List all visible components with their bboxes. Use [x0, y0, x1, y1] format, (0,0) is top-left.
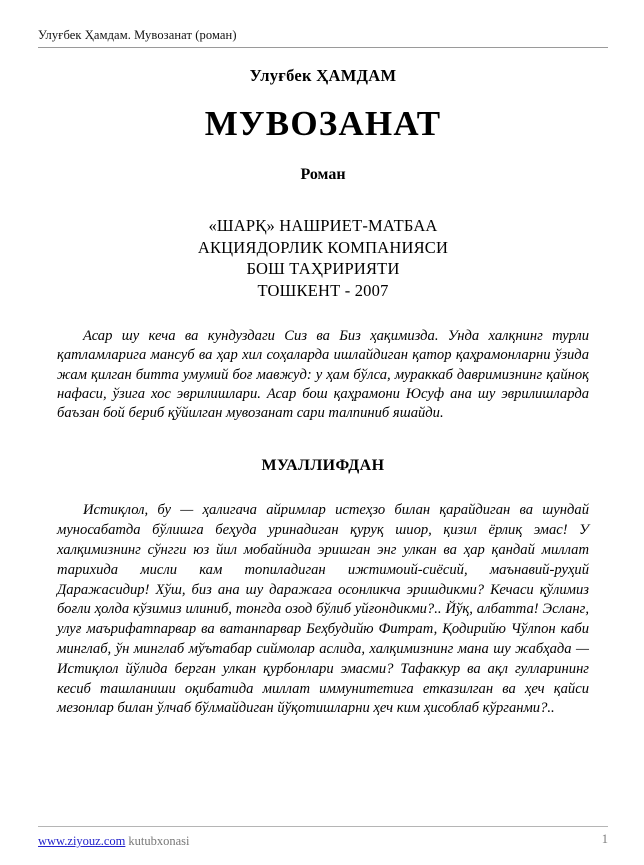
genre-label: Роман — [300, 166, 346, 183]
running-head: Улуғбек Ҳамдам. Мувозанат (роман) — [38, 28, 237, 42]
publisher-block — [57, 215, 589, 301]
page-footer — [38, 826, 608, 850]
author-name: Улуғбек ҲАМДАМ — [249, 66, 397, 85]
publisher-line-2: АКЦИЯДОРЛИК КОМПАНИЯСИ — [197, 237, 449, 257]
page-number: 1 — [601, 832, 608, 846]
publisher-city-year: ТОШКЕНТ - 2007 — [257, 280, 389, 300]
page-header — [38, 28, 608, 48]
annotation-paragraph: Асар шу кеча ва кундуздаги Сиз ва Биз ҳақимизда. Унда халқнинг турли қатламларига мансуб ва ҳар хил соҳаларда ишлайдиган қатор қаҳрамонларни ўзида жам қилган битта умумий боғ мавжуд: у ҳам бўлса, мураккаб давримизнинг қайноқ нафаси, ўзига хос эврилишлари. Асар бош қаҳрамони Юсуф ана шу эврилишларда баъзан бой бериб қўйилган мувозанат сари талпиниб яшайди. — [57, 328, 589, 422]
header-divider — [38, 47, 608, 48]
page-title: МУВОЗАНАТ — [204, 104, 442, 143]
ziyouz-library-link[interactable]: www.ziyouz.com — [38, 834, 126, 848]
footer-row — [38, 832, 608, 850]
publisher-line-3: БОШ ТАҲРИРИЯТИ — [246, 259, 400, 278]
body-paragraph: Истиқлол, бу — ҳалигача айримлар истеҳзо билан қарайдиган ва шундай муносабатда бўлишга беҳуда уринадиган қуруқ шиор, қизил ёрлиқ эмас! У халқимизнинг сўнгги юз йил мобайнида эришган энг улкан ва ҳар қандай миллат тарихида мисли кам топиладиган ижтимоий-сиёсий, маънавий-руҳий Даражасидир! Хўш, биз ана шу даражага осонликча эришдикми? Кечаси қўлимиз боғли ҳолда кўзимиз илиниб, тонгда озод бўлиб уйғондикми?.. Йўқ, албатта! Эсланг, улуғ маърифатпарвар ва ватанпарвар Беҳбудийю Фитрат, Қодирийю Чўлпон каби минглаб, ўн минглаб мўътабар сиймолар аслида, халқимизнинг мана шу жабҳада — Истиқлол йўлида берган улкан қурбонлари эмасми? Тафаккур ва ақл гулларининг кесиб ташланиши оқибатида миллат иммунитетига етказилган ва ҳеч қайси мезонлар билан ўлчаб бўлмайдиган йўқотишларни ҳеч ким ҳисоблаб кўрганми?.. — [57, 502, 589, 717]
footer-library-label: kutubxonasi — [128, 834, 190, 848]
publisher-line-1: «ШАРҚ» НАШРИЕТ-МАТБАА — [208, 216, 438, 235]
footer-divider — [38, 826, 608, 827]
section-heading-from-author: МУАЛЛИФДАН — [261, 457, 385, 475]
page-content — [57, 66, 589, 719]
